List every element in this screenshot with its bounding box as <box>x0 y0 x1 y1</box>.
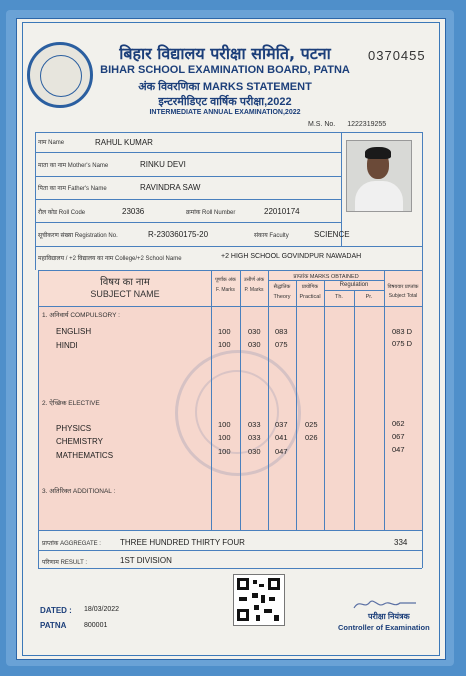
roll-number: 22010174 <box>264 207 300 216</box>
exam-title-hindi: इन्टरमीडिएट वार्षिक परीक्षा,2022 <box>158 96 292 108</box>
roll-code-label: रौल कोड Roll Code <box>38 210 86 216</box>
subject-name: HINDI <box>56 341 78 350</box>
subject-name: ENGLISH <box>56 327 92 336</box>
section-elective: 2. ऐच्छिक ELECTIVE <box>42 400 100 407</box>
dated-value: 18/03/2022 <box>84 606 120 613</box>
place-label: PATNA <box>40 621 67 630</box>
regulation-header: Regulation <box>339 282 369 288</box>
subject-header: SUBJECT NAME <box>90 289 160 299</box>
faculty: SCIENCE <box>314 230 350 239</box>
subject-total-value: 047 <box>392 445 405 454</box>
pass-marks-value: 033 <box>248 433 261 442</box>
aggregate-words: THREE HUNDRED THIRTY FOUR <box>120 538 245 547</box>
subject-name: MATHEMATICS <box>56 451 114 460</box>
practical-header: Practical <box>299 294 321 300</box>
marks-statement-title: अंक विवरणिका MARKS STATEMENT <box>138 81 312 93</box>
full-marks-value: 100 <box>218 327 231 336</box>
theory-value: 047 <box>275 447 288 456</box>
roll-code: 23036 <box>122 207 145 216</box>
board-seal-inner <box>195 370 279 454</box>
name-label: नाम Name <box>38 140 65 146</box>
aggregate-label: प्राप्तांक AGGREGATE : <box>42 541 101 547</box>
ms-number-label: M.S. No. <box>308 121 336 128</box>
full-marks-hindi: पूर्णांक अंक <box>215 277 236 283</box>
subject-total-value: 067 <box>392 432 405 441</box>
ms-number-value: 1222319255 <box>347 121 387 128</box>
full-marks-header: F. Marks <box>216 287 235 293</box>
result-value: 1ST DIVISION <box>120 556 172 565</box>
full-marks-value: 100 <box>218 433 231 442</box>
theory-value: 083 <box>275 327 288 336</box>
aggregate-value: 334 <box>394 538 408 547</box>
registration-label: सूचीकरण संख्या Registration No. <box>38 233 118 239</box>
full-marks-value: 100 <box>218 447 231 456</box>
theory-value: 037 <box>275 420 288 429</box>
subject-total-value: 083 D <box>392 327 413 336</box>
registration-number: R-230360175-20 <box>148 230 209 239</box>
regulation-th-header: Th. <box>335 294 343 300</box>
father-name-label: पिता का नाम Father's Name <box>38 186 107 192</box>
controller-signature <box>350 596 420 612</box>
qr-code <box>233 574 285 626</box>
pass-marks-value: 030 <box>248 340 261 349</box>
theory-value: 075 <box>275 340 288 349</box>
full-marks-value: 100 <box>218 340 231 349</box>
mother-name-label: माता का नाम Mother's Name <box>38 163 109 169</box>
subject-total-value: 075 D <box>392 339 413 348</box>
subject-name: CHEMISTRY <box>56 437 103 446</box>
faculty-label: संकाय Faculty <box>254 233 289 239</box>
pass-marks-header: P. Marks <box>244 287 264 293</box>
practical-value: 025 <box>305 420 318 429</box>
section-additional: 3. अतिरिक्त ADDITIONAL : <box>42 488 116 495</box>
subject-total-hindi: विषयवार प्राप्तांक <box>387 284 419 290</box>
theory-hindi: सैद्धांतिक <box>273 284 291 290</box>
pass-marks-value: 030 <box>248 447 261 456</box>
subject-total-header: Subject Total <box>388 293 418 299</box>
controller-title: Controller of Examination <box>338 623 430 632</box>
board-title-english: BIHAR SCHOOL EXAMINATION BOARD, PATNA <box>100 64 350 76</box>
full-marks-value: 100 <box>218 420 231 429</box>
mother-name: RINKU DEVI <box>140 160 186 169</box>
father-name: RAVINDRA SAW <box>140 183 201 192</box>
exam-title-english: INTERMEDIATE ANNUAL EXAMINATION,2022 <box>149 109 301 116</box>
marks-obtained-header: प्राप्तांक MARKS OBTAINED <box>293 274 359 280</box>
student-name: RAHUL KUMAR <box>95 138 153 147</box>
place-code: 800001 <box>84 622 108 629</box>
controller-title-hindi: परीक्षा नियंत्रक <box>368 612 410 621</box>
roll-number-label: क्रमांक Roll Number <box>186 210 236 216</box>
section-compulsory: 1. अनिवार्य COMPULSORY : <box>42 312 120 319</box>
subject-name: PHYSICS <box>56 424 92 433</box>
subject-total-value: 062 <box>392 419 405 428</box>
theory-header: Theory <box>273 294 291 300</box>
subject-header-hindi: विषय का नाम <box>100 277 150 288</box>
practical-hindi: प्रायोगिक <box>301 284 319 290</box>
school-name: +2 HIGH SCHOOL GOVINDPUR NAWADAH <box>221 253 362 260</box>
regulation-pr-header: Pr. <box>365 294 373 300</box>
student-photo <box>346 140 412 212</box>
ms-number <box>308 121 386 128</box>
serial-number: 0370455 <box>368 48 426 63</box>
board-logo-icon <box>27 42 93 108</box>
school-label: महाविद्यालय / +2 विद्यालय का नाम College/+2 School Name <box>38 256 182 262</box>
practical-value: 026 <box>305 433 318 442</box>
pass-marks-hindi: उत्तीर्ण अंक <box>243 277 265 283</box>
pass-marks-value: 030 <box>248 327 261 336</box>
board-title-hindi: बिहार विद्यालय परीक्षा समिति, पटना <box>119 44 331 63</box>
theory-value: 041 <box>275 433 288 442</box>
result-label: परिणाम RESULT : <box>42 560 88 566</box>
pass-marks-value: 033 <box>248 420 261 429</box>
dated-label: DATED : <box>40 606 72 615</box>
